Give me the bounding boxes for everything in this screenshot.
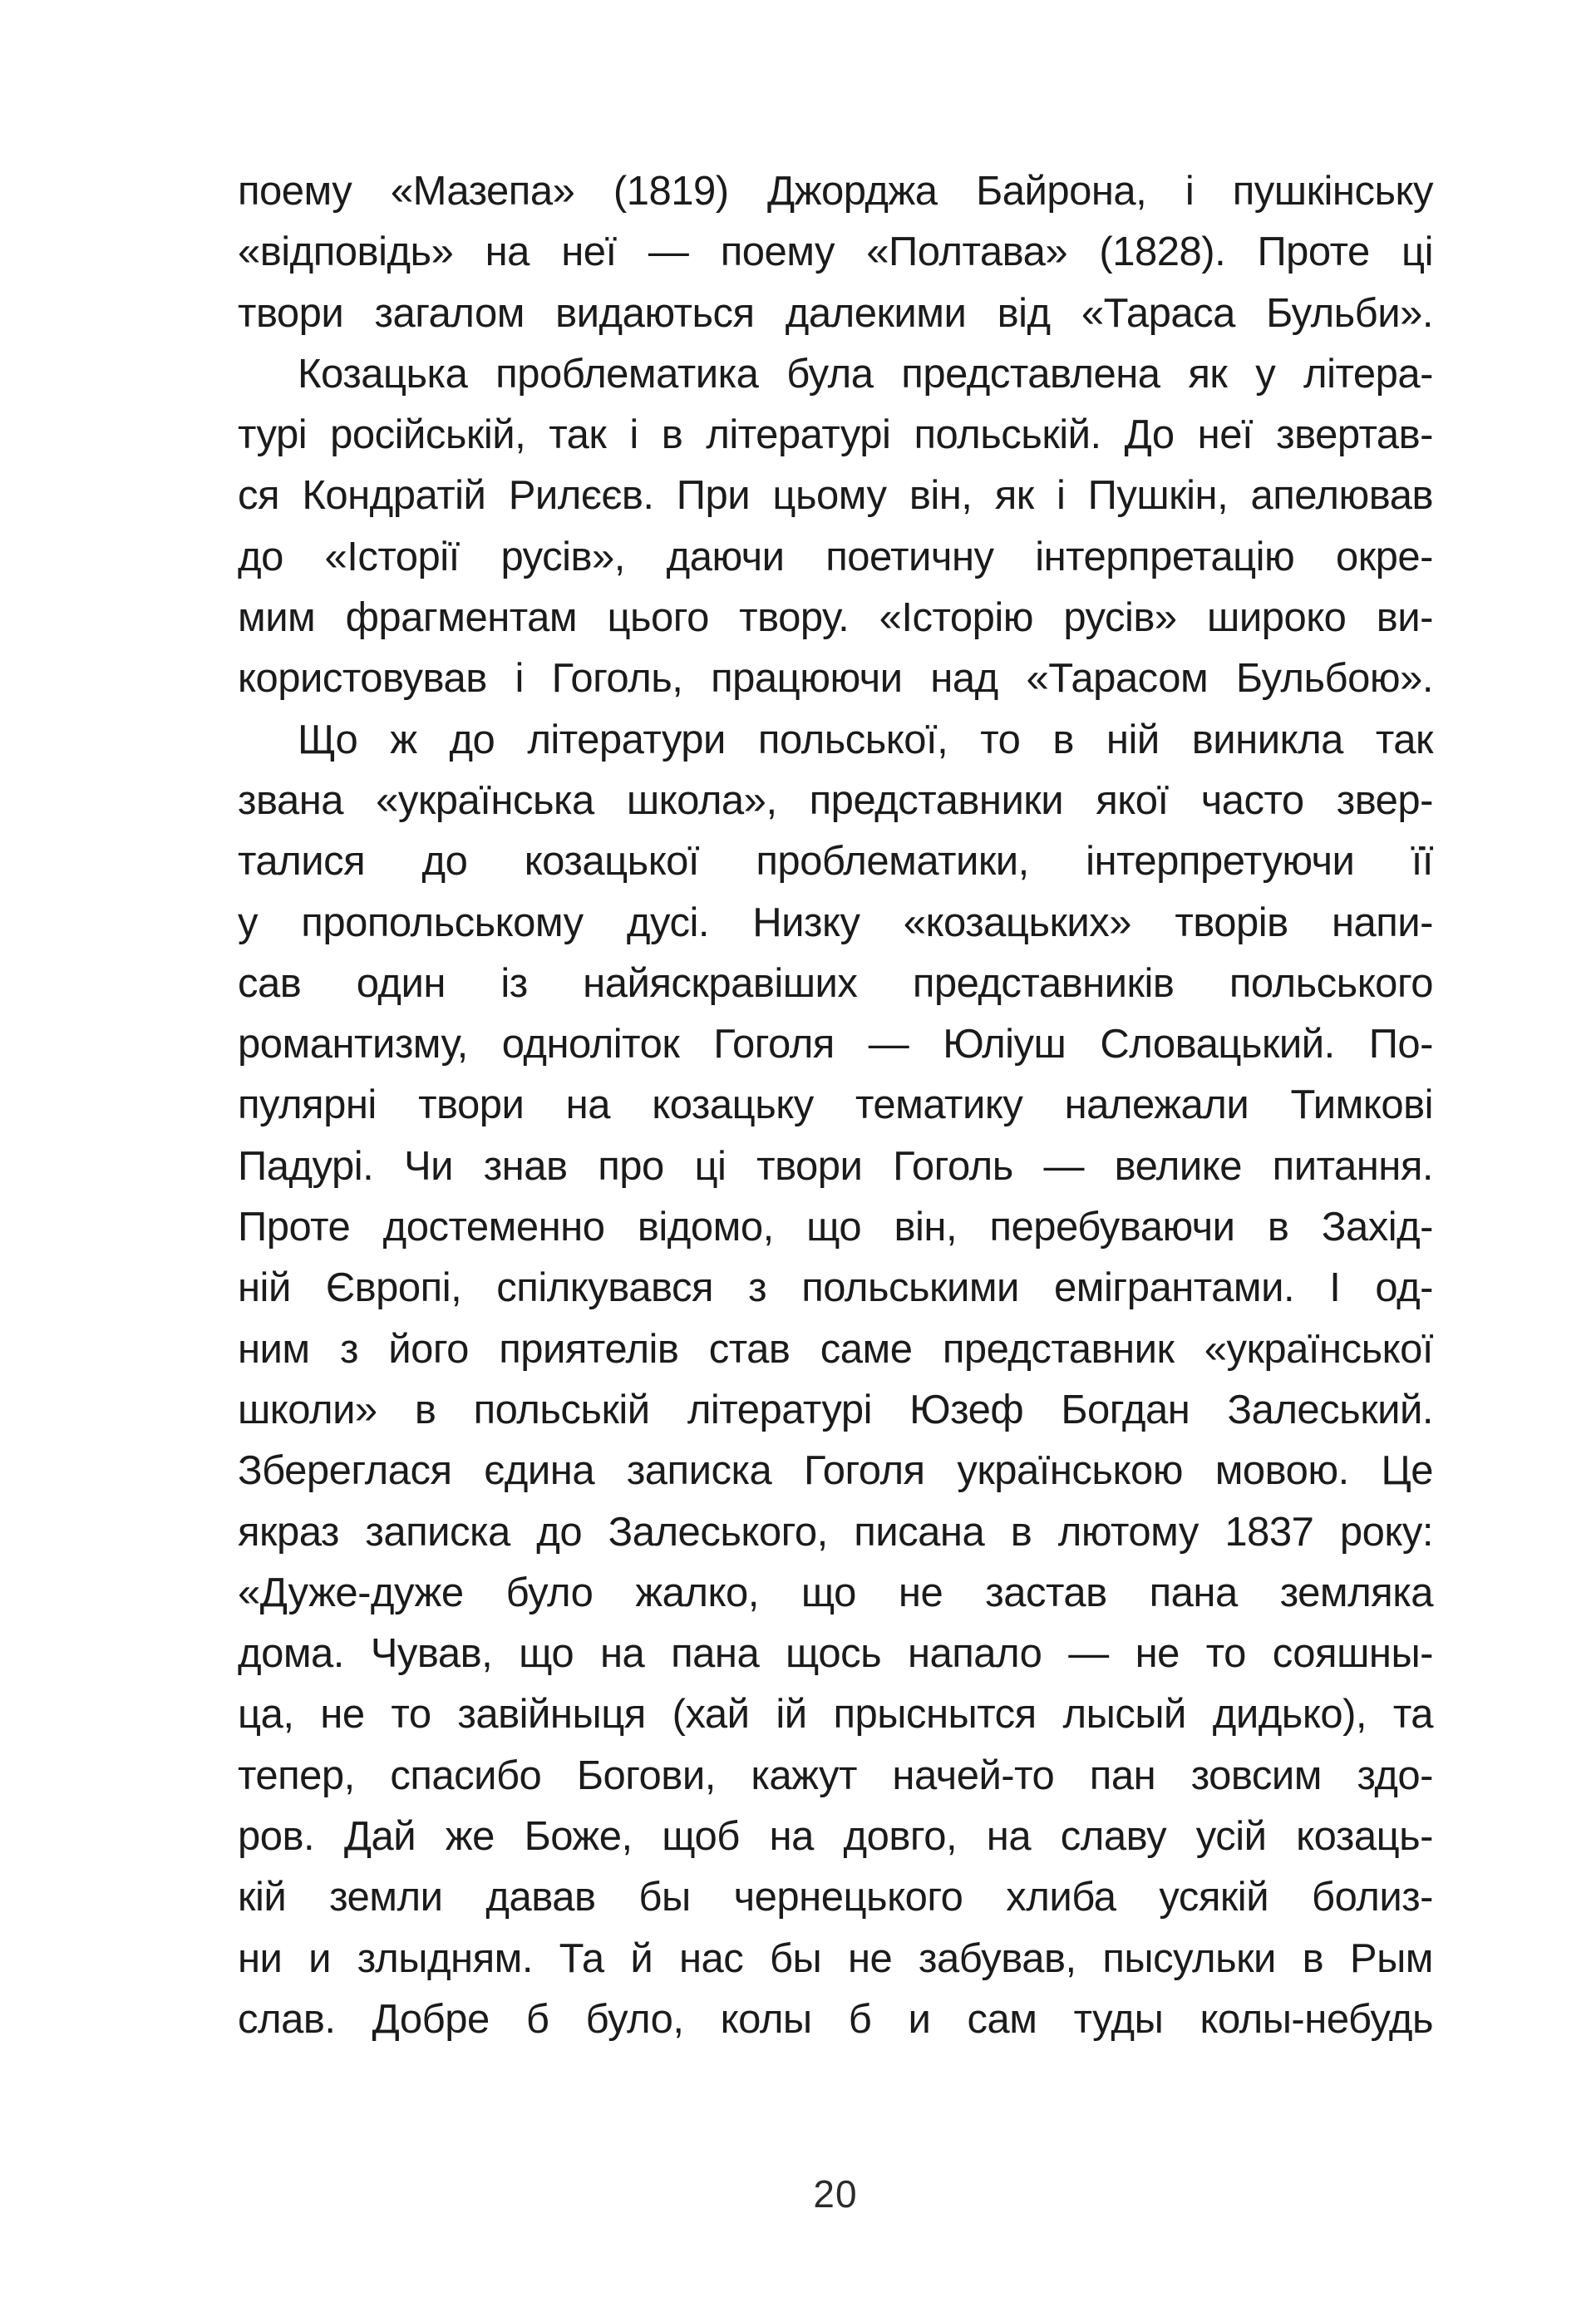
text-line: Падурі. Чи знав про ці твори Гоголь — велике питання. bbox=[238, 1143, 1433, 1189]
text-line: ся Кондратій Рилєєв. При цьому він, як і Пушкін, апелював bbox=[238, 473, 1433, 519]
text-line: звана «українська школа», представники якої часто звер- bbox=[238, 777, 1433, 823]
text-line: тепер, спасибо Богови, кажут начей-то пан зовсим здо- bbox=[238, 1752, 1433, 1798]
text-line: Проте достеменно відомо, що він, перебуваючи в Захід- bbox=[238, 1205, 1433, 1250]
text-line: Збереглася єдина записка Гоголя українською мовою. Це bbox=[238, 1448, 1433, 1494]
text-line: дома. Чував, що на пана щось напало — не то сояшны- bbox=[238, 1631, 1433, 1677]
text-line: пулярні твори на козацьку тематику належали Тимкові bbox=[238, 1082, 1433, 1128]
text-line: Козацька проблематика була представлена як у літера- bbox=[298, 351, 1433, 397]
text-line: Що ж до літератури польської, то в ній виникла так bbox=[298, 717, 1433, 762]
text-line: поему «Мазепа» (1819) Джорджа Байрона, і пушкінську bbox=[238, 169, 1433, 214]
text-line: до «Історії русів», даючи поетичну інтерпретацію окре- bbox=[238, 534, 1433, 579]
text-line: у пропольському дусі. Низку «козацьких» творів напи- bbox=[238, 900, 1433, 945]
text-line: слав. Добре б було, колы б и сам туды колы-небудь bbox=[238, 1996, 1433, 2042]
text-line: ни и злыдням. Та й нас бы не забував, пысульки в Рым bbox=[238, 1935, 1433, 1981]
text-line: романтизму, одноліток Гоголя — Юліуш Словацький. По- bbox=[238, 1022, 1433, 1067]
text-line: твори загалом видаються далекими від «Тараса Бульби». bbox=[238, 290, 1433, 336]
text-line: мим фрагментам цього твору. «Історію русів» широко ви- bbox=[238, 595, 1433, 641]
text-line: ній Європі, спілкувався з польськими емігрантами. І од- bbox=[238, 1265, 1433, 1311]
body-text bbox=[238, 161, 1433, 2050]
text-line: кій земли давав бы чернецького хлиба усякій болиз- bbox=[238, 1875, 1433, 1920]
text-line: якраз записка до Залеського, писана в лютому 1837 року: bbox=[238, 1509, 1433, 1555]
text-line: користовував і Гоголь, працюючи над «Тарасом Бульбою». bbox=[238, 656, 1433, 702]
text-line: турі російській, так і в літературі польській. До неї звертав- bbox=[238, 412, 1433, 458]
page-number: 20 bbox=[813, 2172, 858, 2216]
text-line: школи» в польській літературі Юзеф Богдан Залеський. bbox=[238, 1387, 1433, 1432]
text-line: сав один із найяскравіших представників польського bbox=[238, 960, 1433, 1006]
text-line: ца, не то завійныця (хай ій прыснытся лысый дидько), та bbox=[238, 1692, 1433, 1738]
text-line: ров. Дай же Боже, щоб на довго, на славу усій козаць- bbox=[238, 1814, 1433, 1860]
text-line: «відповідь» на неї — поему «Полтава» (1828). Проте ці bbox=[238, 229, 1433, 275]
text-line: талися до козацької проблематики, інтерпретуючи її bbox=[238, 839, 1433, 885]
text-line: «Дуже-дуже було жалко, що не застав пана земляка bbox=[238, 1570, 1433, 1615]
text-line: ним з його приятелів став саме представник «української bbox=[238, 1326, 1433, 1372]
